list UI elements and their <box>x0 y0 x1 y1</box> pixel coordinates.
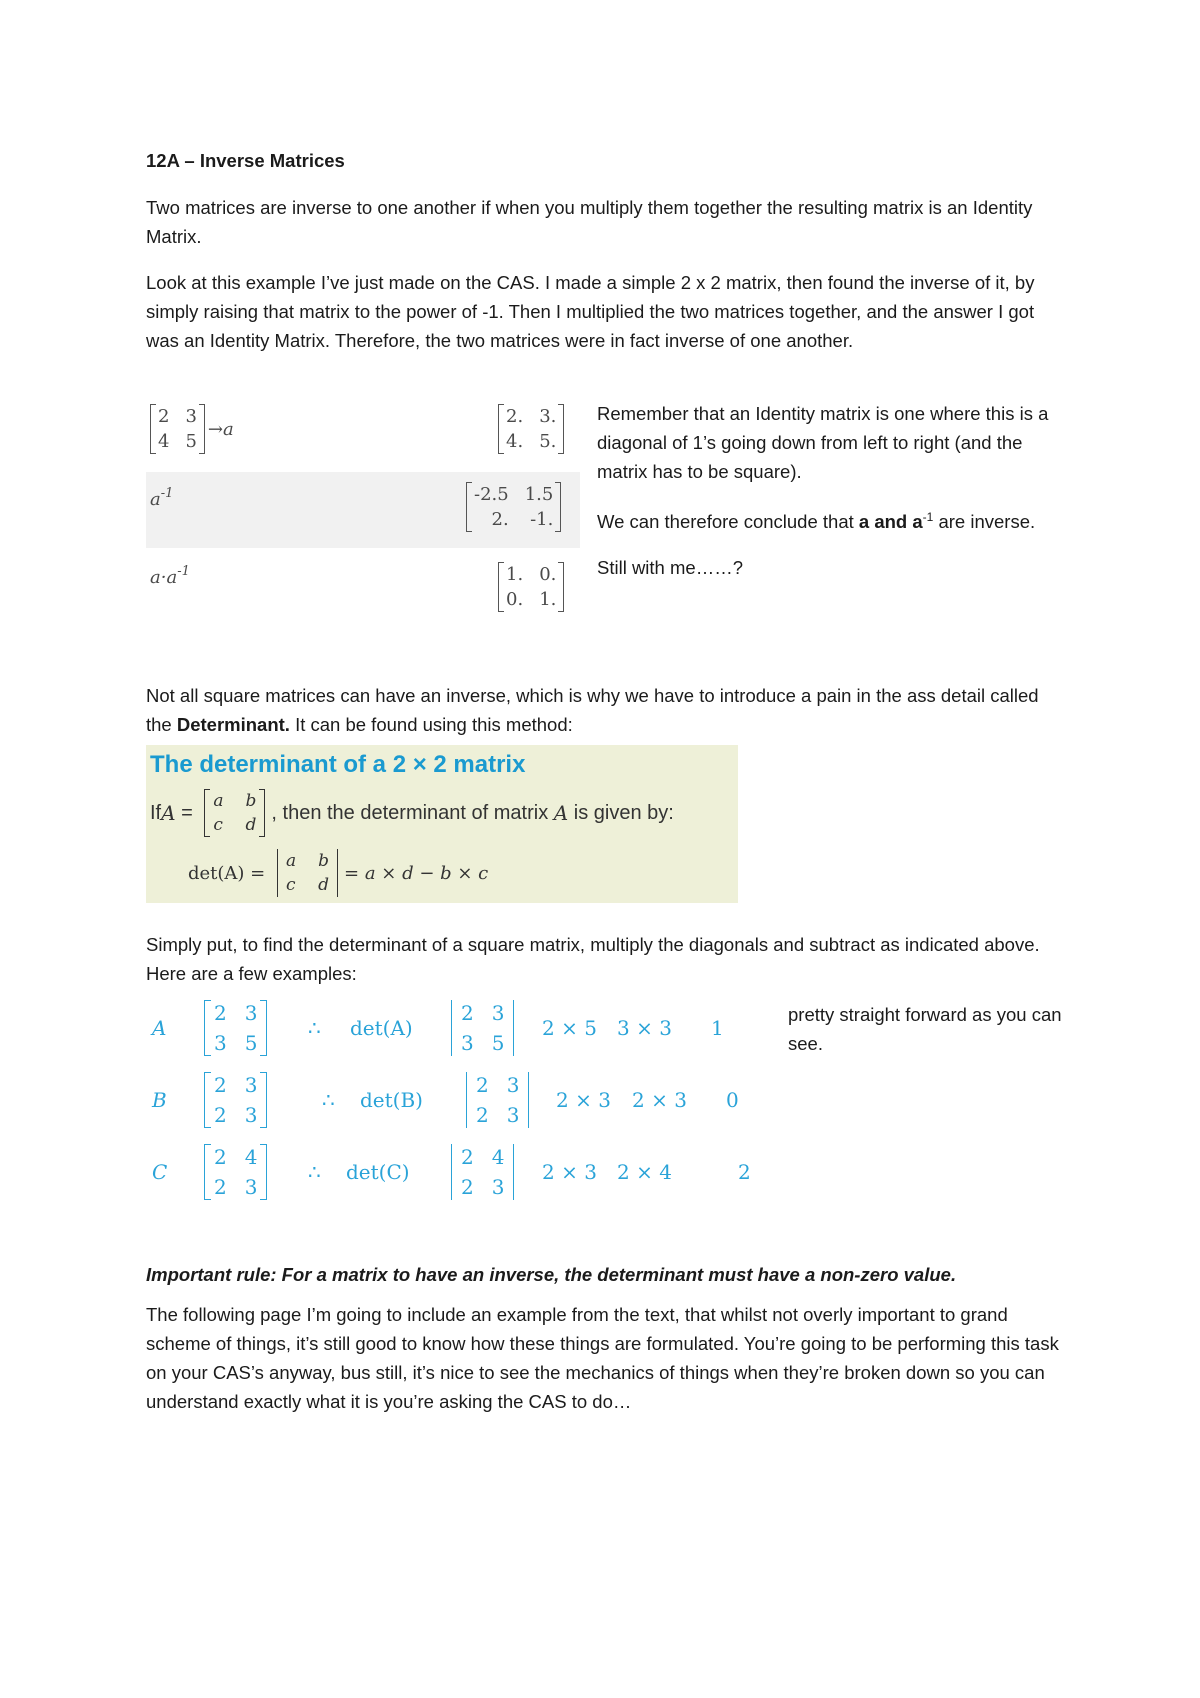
paragraph-examples-intro: Simply put, to find the determinant of a square matrix, multiply the diagonals and subtract as indicated above. Here are a few examples: <box>146 934 1040 984</box>
cas-input-text: a <box>150 489 161 510</box>
cas-row <box>146 472 580 548</box>
var: a <box>858 511 870 533</box>
side-note-question: Still with me……? <box>597 557 743 579</box>
matrix-cell: 4 <box>244 1145 258 1169</box>
matrix-cell: 1.5 <box>524 484 554 505</box>
matrix-cell: 5 <box>244 1031 258 1055</box>
page-title: 12A – Inverse Matrices <box>146 150 345 171</box>
determinant-formula <box>188 849 488 897</box>
matrix-cell: 2 <box>214 1073 227 1097</box>
text: We can therefore conclude that <box>597 511 859 533</box>
matrix-label: C <box>152 1160 168 1184</box>
exponent: -1 <box>922 510 934 524</box>
matrix <box>498 562 564 612</box>
determinant-definition-box <box>146 745 738 903</box>
product-term: 2 × 3 <box>632 1088 687 1112</box>
var: A <box>553 801 569 825</box>
side-note-conclusion <box>597 503 1057 536</box>
cas-row <box>146 398 580 470</box>
paragraph-closing: The following page I’m going to include an example from the text, that whilst not overly important to grand scheme of things, it’s still good to know how these things are formulated. You’re going to be performing this task on your CAS’s anyway, bus still, it’s nice to see the mechanics of things when they’re broken down so you can understand exactly what it is you’re asking the CAS to do… <box>146 1304 1059 1412</box>
determinant-result: 0 <box>726 1088 739 1112</box>
product-term: 2 × 4 <box>617 1160 672 1184</box>
product-term: 2 × 3 <box>556 1088 611 1112</box>
matrix-cell: b <box>318 851 330 871</box>
cas-result <box>498 404 564 454</box>
important-rule: Important rule: For a matrix to have an inverse, the determinant must have a non-zero value. <box>146 1264 957 1285</box>
example-row <box>146 1144 751 1204</box>
and: and <box>869 511 913 533</box>
box-title: The determinant of a 2 × 2 matrix <box>150 751 526 778</box>
matrix-cell: 3 <box>244 1175 258 1199</box>
matrix-cell: c <box>213 815 223 835</box>
matrix-cell: 0. <box>506 589 524 610</box>
matrix-cell: 3 <box>491 1001 505 1025</box>
text: Not all square matrices can have an inverse, which is why we have to introduce a pain in the ass detail called the <box>146 685 1039 735</box>
example-row <box>146 1000 746 1060</box>
matrix-cell: 2 <box>214 1103 227 1127</box>
matrix-cell: 2 <box>461 1175 474 1199</box>
therefore-symbol: ∴ <box>308 1016 321 1040</box>
matrix-label: A <box>152 1016 167 1040</box>
matrix-cell: d <box>245 815 257 835</box>
matrix-cell: 3 <box>244 1103 258 1127</box>
cas-input <box>150 564 190 588</box>
cas-input-exponent: -1 <box>160 486 174 501</box>
determinant-bars <box>466 1072 529 1128</box>
text: , then the determinant of matrix <box>271 801 554 824</box>
matrix-cell: 2. <box>506 406 524 427</box>
matrix-cell: 3 <box>214 1031 227 1055</box>
paragraph-cas-example: Look at this example I’ve just made on the CAS. I made a simple 2 x 2 matrix, then found the inverse of it, by simply raising that matrix to the power of -1. Then I multiplied the two matrices together, and the answer I got was an Identity Matrix. Therefore, the two matrices were in fact inverse of one another. <box>146 272 1035 351</box>
matrix-cell: 2. <box>491 509 509 530</box>
matrix-cell: 4 <box>158 431 170 452</box>
matrix-cell: 2 <box>461 1145 474 1169</box>
matrix-cell: 5 <box>185 431 197 452</box>
text: If <box>150 801 162 824</box>
matrix-cell: 3. <box>539 406 557 427</box>
matrix-cell: 3 <box>244 1073 258 1097</box>
cas-input <box>150 404 234 454</box>
determinant-bars <box>451 1000 514 1056</box>
determinant-result: 1 <box>711 1016 724 1040</box>
matrix-cell: 3 <box>185 406 197 427</box>
matrix <box>204 1000 267 1056</box>
determinant-bars <box>451 1144 514 1200</box>
product-term: 3 × 3 <box>617 1016 672 1040</box>
matrix <box>498 404 564 454</box>
matrix-cell: a <box>285 851 297 871</box>
text: It can be found using this method: <box>289 714 573 735</box>
product-term: 2 × 5 <box>542 1016 597 1040</box>
paragraph-intro: Two matrices are inverse to one another if when you multiply them together the resulting matrix is an Identity Matrix. <box>146 197 1033 247</box>
matrix-cell: 1. <box>539 589 557 610</box>
matrix-cell: d <box>318 875 330 895</box>
text: are inverse. <box>933 511 1036 533</box>
matrix-cell: b <box>245 791 257 811</box>
det-label: det(C) <box>346 1160 410 1184</box>
var: A <box>161 801 176 825</box>
determinant-result: 2 <box>738 1160 751 1184</box>
determinant-bars <box>277 849 338 897</box>
cas-input-exponent: -1 <box>177 564 190 579</box>
text: = a × d − b × c <box>344 862 489 884</box>
cas-result <box>466 482 561 532</box>
cas-input <box>150 486 173 510</box>
therefore-symbol: ∴ <box>322 1088 335 1112</box>
matrix-cell: 2 <box>214 1175 227 1199</box>
matrix <box>150 404 205 454</box>
matrix-cell: 3 <box>506 1073 520 1097</box>
cas-result <box>498 562 564 612</box>
matrix-cell: 2 <box>461 1001 474 1025</box>
matrix-cell: 3 <box>491 1175 505 1199</box>
example-row <box>146 1072 746 1132</box>
matrix <box>204 789 265 837</box>
matrix-cell: 0. <box>539 564 557 585</box>
matrix-cell: 4. <box>506 431 524 452</box>
matrix-cell: -2.5 <box>474 484 509 505</box>
matrix-cell: 2 <box>158 406 170 427</box>
matrix-cell: 5. <box>539 431 557 452</box>
matrix <box>204 1144 267 1200</box>
matrix <box>204 1072 267 1128</box>
cas-screenshot <box>146 398 580 628</box>
text: = <box>175 801 199 824</box>
definition-line <box>150 789 674 837</box>
text: det(A) = <box>188 862 271 884</box>
det-label: det(B) <box>360 1088 423 1112</box>
matrix-cell: -1. <box>530 509 554 530</box>
paragraph-determinant <box>146 681 1066 739</box>
side-note <box>597 399 1057 599</box>
matrix-cell: 3 <box>244 1001 258 1025</box>
cas-row <box>146 550 580 628</box>
matrix-cell: c <box>285 875 296 895</box>
matrix-cell: 2 <box>214 1145 227 1169</box>
matrix-cell: a <box>213 791 224 811</box>
text: is given by: <box>568 801 674 824</box>
matrix-cell: 2 <box>476 1103 489 1127</box>
var: a <box>912 511 923 533</box>
matrix-cell: 4 <box>491 1145 505 1169</box>
matrix-cell: 3 <box>461 1031 474 1055</box>
matrix-cell: 2 <box>214 1001 227 1025</box>
matrix-cell: 3 <box>506 1103 520 1127</box>
side-note-examples: pretty straight forward as you can see. <box>788 1004 1062 1054</box>
assign-arrow: →a <box>207 418 234 440</box>
side-note-identity: Remember that an Identity matrix is one where this is a diagonal of 1’s going down from left to right (and the matrix has to be square). <box>597 403 1049 482</box>
det-label: det(A) <box>350 1016 413 1040</box>
matrix <box>466 482 561 532</box>
therefore-symbol: ∴ <box>308 1160 321 1184</box>
keyword: Determinant. <box>176 714 290 735</box>
matrix-cell: 1. <box>506 564 524 585</box>
matrix-label: B <box>152 1088 167 1112</box>
product-term: 2 × 3 <box>542 1160 597 1184</box>
matrix-cell: 2 <box>476 1073 489 1097</box>
matrix-cell: 5 <box>491 1031 505 1055</box>
cas-input-text: a·a <box>150 567 178 588</box>
